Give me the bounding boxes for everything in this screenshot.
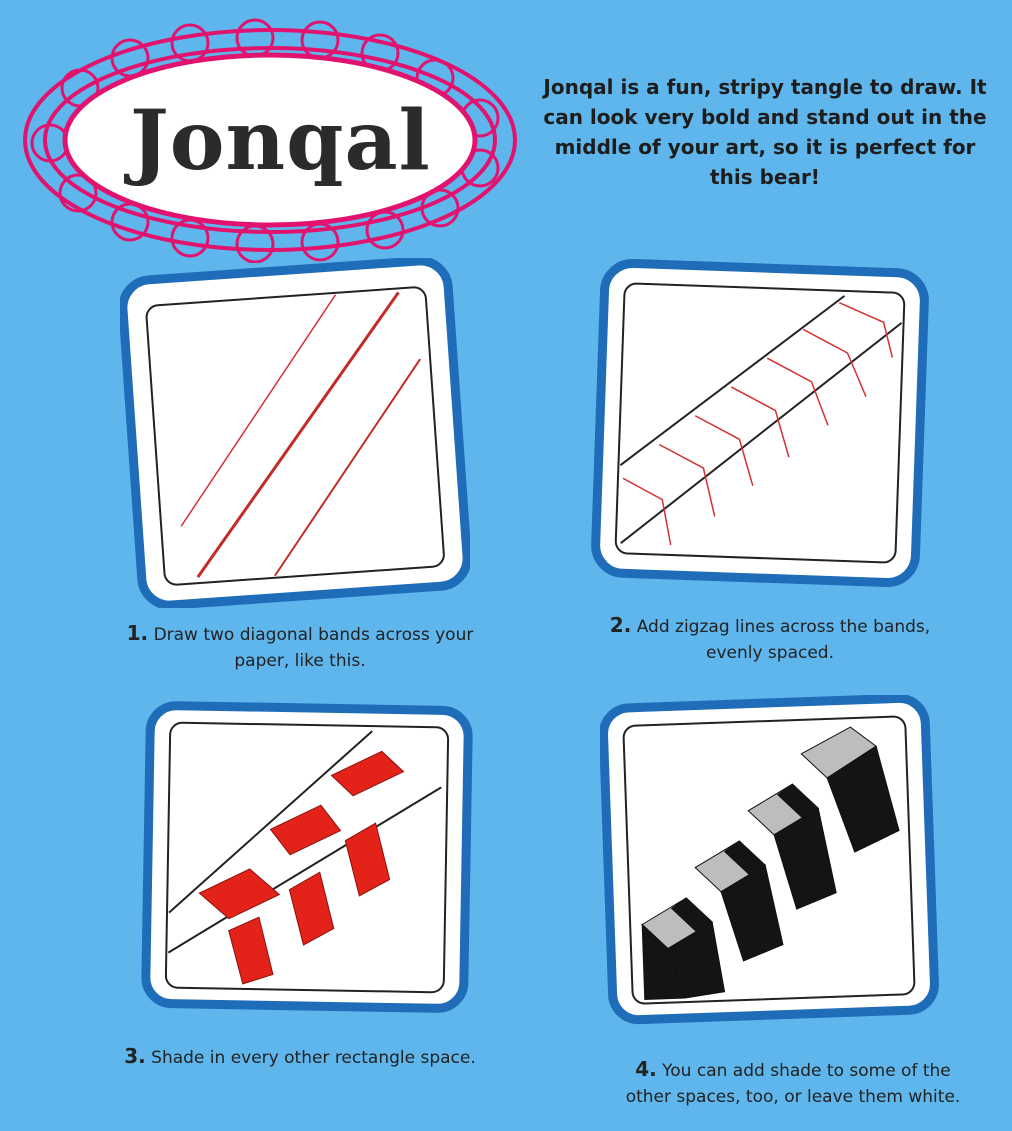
step-4-text: You can add shade to some of the other spaces, too, or leave them white. (625, 1061, 961, 1107)
step-4-caption (618, 1056, 968, 1110)
step-3-text: Shade in every other rectangle space. (151, 1048, 476, 1068)
step-4-illustration (600, 695, 940, 1025)
step-3-caption (110, 1043, 490, 1071)
step-2-number: 2. (609, 613, 632, 637)
step-3-illustration (140, 700, 475, 1015)
step-4-card (600, 695, 940, 1025)
step-2-illustration (590, 258, 930, 588)
step-3-card (140, 700, 475, 1015)
step-1-text: Draw two diagonal bands across your paper, like this. (153, 625, 474, 671)
step-1-card (120, 258, 470, 608)
step-1-caption (100, 620, 500, 674)
title-badge (10, 18, 530, 263)
step-2-text: Add zigzag lines across the bands, evenly spaced. (636, 617, 931, 663)
step-1-number: 1. (126, 621, 149, 645)
step-1-illustration (120, 258, 470, 608)
intro-text: Jonqal is a fun, stripy tangle to draw. It can look very bold and stand out in the middle of your art, so it is perfect for this bear! (543, 75, 987, 189)
step-4-number: 4. (635, 1057, 657, 1081)
step-3-number: 3. (124, 1044, 146, 1068)
page-title: Jonqal (130, 93, 431, 189)
step-2-caption (590, 612, 950, 666)
step-2-card (590, 258, 930, 588)
